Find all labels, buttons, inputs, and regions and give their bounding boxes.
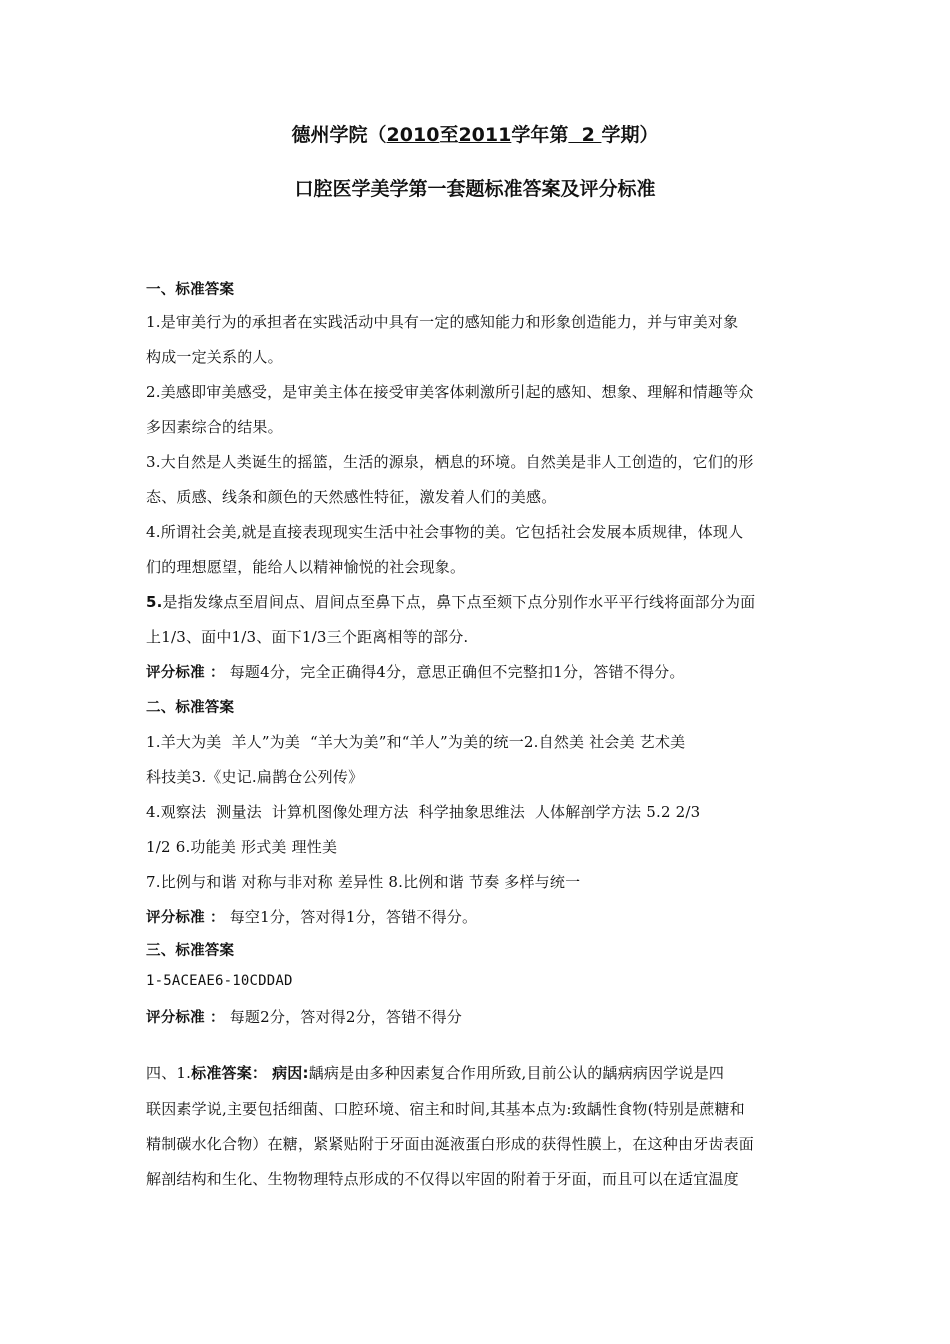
s2-line: 科技美3.《史记.扁鹊仓公列传》: [146, 768, 364, 786]
s1-line: 3.大自然是人类诞生的摇篮，生活的源泉，栖息的环境。自然美是非人工创造的，它们的形: [146, 453, 754, 471]
scoring-text: 每题2分，答对得2分，答错不得分: [229, 1008, 463, 1026]
s2-scoring: [146, 906, 826, 927]
s3-answers: 1-5ACEAE6-10CDDAD: [146, 973, 293, 989]
s4-line: 解剖结构和生化、生物物理特点形成的不仅得以牢固的附着于牙面，而且可以在适宜温度: [146, 1170, 739, 1188]
document-title: [0, 120, 950, 147]
scoring-text: 每空1分，答对得1分，答错不得分。: [229, 908, 478, 926]
s1-line-5: [146, 591, 826, 612]
item-text: 是指发缘点至眉间点、眉间点至鼻下点，鼻下点至颏下点分别作水平平行线将面部分为面: [162, 593, 756, 611]
s1-line: 们的理想愿望，能给人以精神愉悦的社会现象。: [146, 558, 466, 576]
s2-line: 7.比例与和谐 对称与非对称 差异性 8.比例和谐 节奏 多样与统一: [146, 873, 581, 891]
start-year: 2010: [386, 124, 440, 146]
title-prefix: 德州学院（: [291, 124, 387, 146]
s3-scoring: [146, 1006, 826, 1027]
s4-text: 龋病是由多种因素复合作用所致,目前公认的龋病病因学说是四: [308, 1064, 725, 1082]
document-subtitle: 口腔医学美学第一套题标准答案及评分标准: [294, 178, 656, 200]
scoring-label: 评分标准 ：: [146, 910, 225, 926]
s4-line-1: [146, 1062, 826, 1083]
answer-label: 标准答案：: [191, 1064, 268, 1082]
end-year: 2011: [458, 124, 512, 146]
s4-line: 精制碳水化合物）在糖，紧紧贴附于牙面由涎液蛋白形成的获得性膜上，在这种由牙齿表面: [146, 1135, 755, 1153]
s1-line: 1.是审美行为的承担者在实践活动中具有一定的感知能力和形象创造能力，并与审美对象: [146, 313, 739, 331]
s1-line: 上1/3、面中1/3、面下1/3三个距离相等的部分.: [146, 628, 469, 646]
title-suffix: 学期）: [601, 124, 659, 146]
section1-heading: 一、标准答案: [146, 282, 235, 298]
section2-heading: 二、标准答案: [146, 700, 235, 716]
s2-line: 1.羊大为美 羊人”为美 “羊大为美”和“羊人”为美的统一2.自然美 社会美 艺术美: [146, 733, 686, 751]
title-year-word: 学年第: [511, 124, 569, 146]
s4-line: 联因素学说,主要包括细菌、口腔环境、宿主和时间,其基本点为:致龋性食物(特别是蔗糖和: [146, 1100, 745, 1118]
s1-line: 多因素综合的结果。: [146, 418, 283, 436]
scoring-label: 评分标准 ：: [146, 665, 225, 681]
s4-prefix: 四、1.: [146, 1064, 192, 1082]
s2-line: 4.观察法 测量法 计算机图像处理方法 科学抽象思维法 人体解剖学方法 5.2 2/3: [146, 803, 701, 821]
s1-line: 构成一定关系的人。: [146, 348, 283, 366]
s2-line: 1/2 6.功能美 形式美 理性美: [146, 838, 338, 856]
item-number: 5.: [146, 593, 163, 611]
s1-line: 2.美感即审美感受，是审美主体在接受审美客体刺激所引起的感知、想象、理解和情趣等众: [146, 383, 754, 401]
cause-label: 病因:: [272, 1064, 309, 1082]
scoring-label: 评分标准 ：: [146, 1010, 225, 1026]
s1-line: 态、质感、线条和颜色的天然感性特征，激发着人们的美感。: [146, 488, 557, 506]
s1-line: 4.所谓社会美,就是直接表现现实生活中社会事物的美。它包括社会发展本质规律，体现人: [146, 523, 744, 541]
semester-number: 2: [568, 124, 602, 146]
s1-scoring: [146, 661, 826, 682]
title-to: 至: [439, 124, 459, 146]
section3-heading: 三、标准答案: [146, 943, 235, 959]
scoring-text: 每题4分，完全正确得4分，意思正确但不完整扣1分，答错不得分。: [229, 663, 685, 681]
